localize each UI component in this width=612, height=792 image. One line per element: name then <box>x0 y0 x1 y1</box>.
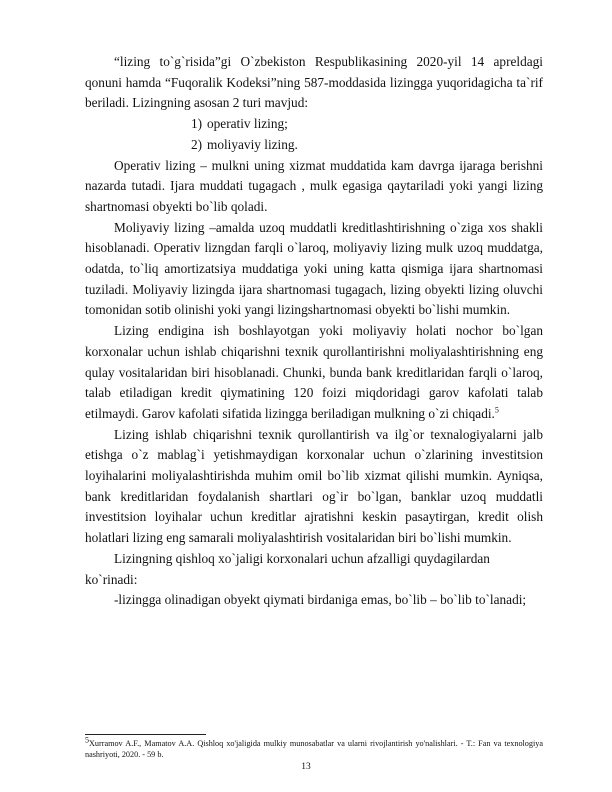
list-number: 1) <box>191 116 203 132</box>
page-body <box>85 52 543 611</box>
paragraph-law-definition: “lizing to`g`risida”gi O`zbekiston Respublikasining 2020-yil 14 apreldagi qonuni hamda “Fuqoralik Kodeksi”ning 587-moddasida lizingga yuqoridagicha ta`rif beriladi. Lizingning asosan 2 turi mavjud: <box>85 54 543 111</box>
paragraph-financial-leasing: Moliyaviy lizing –amalda uzoq muddatli kreditlashtirishning o`ziga xos shakli hisoblanadi. Operativ lizngdan farqli o`laroq, moliyaviy lizing mulk uzoq muddatga, odatda, to`liq amortizatsiya muddatiga yoki uning katta qismiga ijara shartnomasi tuziladi. Moliyaviy lizingda ijara shartnomasi tugagach, lizing obyekti lizing oluvchi tomonidan sotib olinishi yoki yangi lizingshartnomasi obyekti bo`lishi mumkin. <box>85 219 543 318</box>
list-text: operativ lizing; <box>207 116 288 132</box>
list-item <box>85 135 543 156</box>
footnote-separator <box>85 734 206 735</box>
paragraph-installment-payment: -lizingga olinadigan obyekt qiymati birdaniga emas, bo`lib – bo`lib to`lanadi; <box>114 592 527 608</box>
paragraph-text: Lizing endigina ish boshlayotgan yoki moliyaviy holati nochor bo`lgan korxonalar uchun ishlab chiqarishni texnik qurollantirishni moliyalashtirishning eng qulay vositalaridan biri hisoblanadi. Chunki, bunda bank kreditlaridan farqli o`laroq, talab etiladigan kredit qiymatining 120 foizi miqdoridagi garov kafolati talab etilmaydi. Garov kafolati sifatida lizingga beriladigan mulkning o`zi chiqadi. <box>85 323 543 421</box>
paragraph-leasing-benefits <box>85 321 543 425</box>
list-item <box>85 114 543 135</box>
footnote <box>85 735 543 760</box>
list-text: moliyaviy lizing. <box>207 136 298 152</box>
leasing-types-list <box>85 114 543 155</box>
footnote-mark: 5 <box>85 735 89 745</box>
list-number: 2) <box>191 136 203 152</box>
footnote-reference: 5 <box>494 405 499 415</box>
page-number: 13 <box>301 762 311 772</box>
paragraph-operative-leasing: Operativ lizing – mulkni uning xizmat muddatida kam davrga ijaraga berishni nazarda tutadi. Ijara muddati tugagach , mulk egasiga qaytariladi yoki yangi lizing shartnomasi obyekti bo`lib qoladi. <box>85 157 543 214</box>
footnote-text: Xurramov A.F., Mamatov A.A. Qishloq xo'jaligida mulkiy munosabatlar va ularni rivojlantirish yo'nalishlari. - T.: Fan va texnologiya nashriyoti, 2020. - 59 b. <box>85 739 543 759</box>
paragraph-investment-projects: Lizing ishlab chiqarishni texnik qurollantirish va ilg`or texnalogiyalarni jalb etishga o`z mablag`i yetishmaydigan korxonalar uchun o`zlarining investitsion loyihalarini moliyalashtirishda muhim omil bo`lib xizmat qilishi mumkin. Ayniqsa, bank kreditlaridan foydalanish shartlari og`ir bo`lgan, banklar uzoq muddatli investitsion loyihalar uchun kreditlar ajratishni keskin pasaytirgan, kredit olish holatlari lizing eng samarali moliyalashtirish vositalaridan biri bo`lishi mumkin. <box>85 426 543 546</box>
paragraph-agriculture-advantages: Lizingning qishloq xo`jaligi korxonalari uchun afzalligi quydagilardan ko`rinadi: <box>85 550 490 587</box>
